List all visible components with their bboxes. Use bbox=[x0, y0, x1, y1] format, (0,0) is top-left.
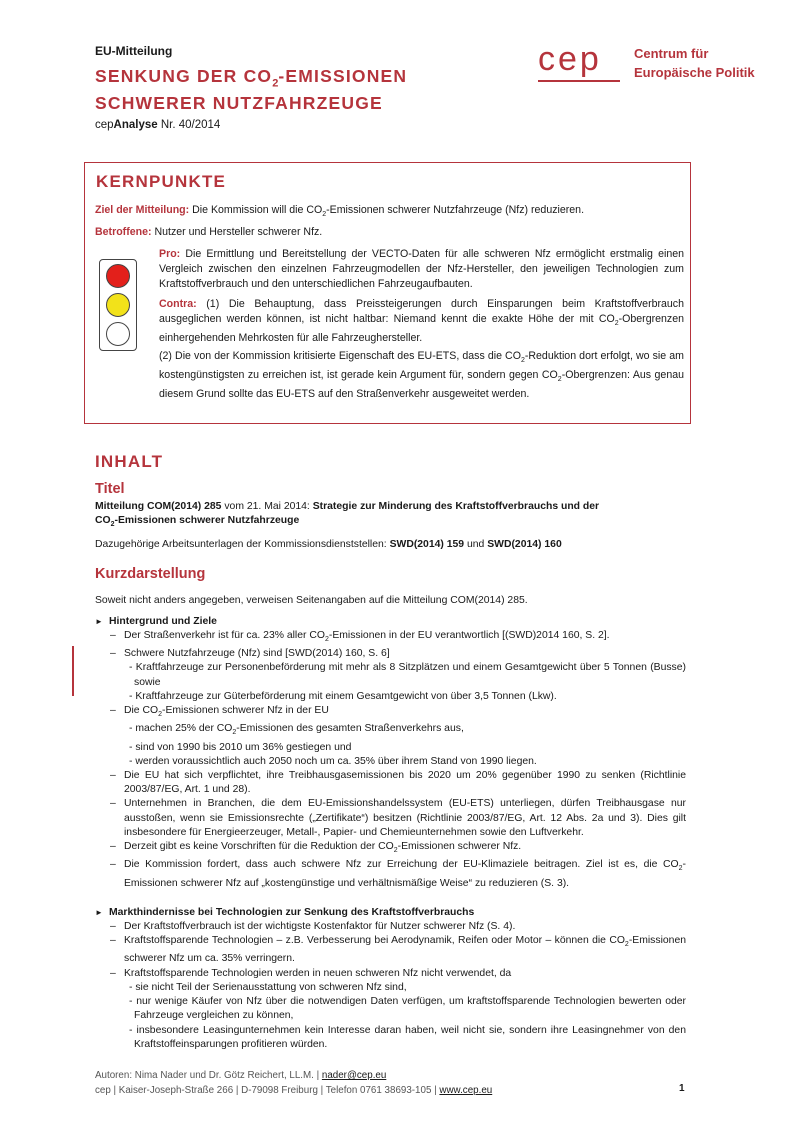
section-markthindernisse-heading: ► Markthindernisse bei Technologien zur Senkung des Kraftstoffverbrauchs bbox=[95, 906, 695, 920]
analyse-number: cepAnalyse Nr. 40/2014 bbox=[95, 119, 221, 131]
list-subitem: - nur wenige Käufer von Nfz über die notwendigen Daten verfügen, um kraftstoffsparende Technologien bewerten oder Fahrzeuge vergleichen zu können, bbox=[129, 996, 686, 1022]
logo-underline bbox=[538, 80, 620, 82]
inhalt-title: INHALT bbox=[95, 452, 164, 471]
list-item: – Der Kraftstoffverbrauch ist der wichtigste Kostenfaktor für Nutzer schwerer Nfz (S. 4). bbox=[110, 921, 516, 932]
traffic-light-icon bbox=[99, 259, 137, 351]
page-title-line1: SENKUNG DER $CO_2$-EMISSIONEN bbox=[95, 66, 408, 90]
list-subitem: - insbesondere Leasingunternehmen kein Interesse daran haben, weil nicht sie, sondern ihre Leasingnehmer von den Kraftstoffeinsparungen profitieren würden. bbox=[129, 1024, 686, 1050]
list-subitem: - werden voraussichtlich auch 2050 noch um ca. 35% über ihrem Stand von 1990 liegen. bbox=[129, 755, 537, 767]
titel-heading: Titel bbox=[95, 481, 125, 497]
kurzdarstellung-heading: Kurzdarstellung bbox=[95, 566, 206, 582]
kernpunkte-title: KERNPUNKTE bbox=[96, 172, 227, 191]
list-item: – Unternehmen in Branchen, die dem EU-Emissionshandelssystem (EU-ETS) unterliegen, dürfen Treibhausgase nur ausstoßen, wenn sie Emissionsrechte („Zertifikate“) besitzen (Richtlinie 2003/87/EG, Art. 12 Abs. 2a und 3). Dies gilt insbesondere für Energieerzeuger, Metall-, Papier- und Chemieunternehmen sowie den Luftverkehr. bbox=[110, 798, 686, 838]
ziel-line: Ziel der Mitteilung: Die Kommission will die $CO_2$-Emissionen schwerer Nutzfahrzeuge (Nfz) reduzieren. bbox=[95, 204, 585, 219]
list-subitem: - sind von 1990 bis 2010 um 36% gestiegen und bbox=[129, 741, 352, 753]
page-title-line2: SCHWERER NUTZFAHRZEUGE bbox=[95, 93, 383, 113]
list-item: – Kraftstoffsparende Technologien – z.B. Verbesserung bei Aerodynamik, Reifen oder Motor – können die $CO_2$-Emissionen schwerer Nfz um ca. 35% verringern. bbox=[110, 935, 686, 965]
list-item: – Die EU hat sich verpflichtet, ihre Treibhausgasemissionen bis 2020 um 20% gegenüber 1990 zu senken (Richtlinie 2003/87/EG, Art. 1 und 28). bbox=[110, 770, 686, 796]
section-hintergrund-heading: ► Hintergrund und Ziele bbox=[95, 615, 695, 629]
list-subitem: - sie nicht Teil der Serienausstattung von schweren Nfz sind, bbox=[129, 981, 407, 993]
doc-type: EU-Mitteilung bbox=[95, 44, 173, 58]
page-number: 1 bbox=[679, 1083, 685, 1094]
list-item: – Die $CO_2$-Emissionen schwerer Nfz in der EU bbox=[110, 705, 329, 719]
kurz-intro: Soweit nicht anders angegeben, verweisen Seitenangaben auf die Mitteilung COM(2014) 285. bbox=[95, 595, 528, 606]
list-item: – Kraftstoffsparende Technologien werden in neuen schweren Nfz nicht verwendet, da bbox=[110, 967, 512, 979]
footer-authors: Autoren: Nima Nader und Dr. Götz Reichert, LL.M. | nader@cep.eu bbox=[95, 1070, 387, 1081]
list-item: – Schwere Nutzfahrzeuge (Nfz) sind [SWD(2014) 160, S. 6] bbox=[110, 648, 390, 660]
org-name: Centrum für Europäische Politik bbox=[634, 46, 755, 80]
red-lamp-icon bbox=[106, 264, 130, 288]
yellow-lamp-icon bbox=[106, 293, 130, 317]
email-link[interactable]: nader@cep.eu bbox=[321, 1070, 387, 1081]
list-subitem: - Kraftfahrzeuge zur Personenbeförderung mit mehr als 8 Sitzplätzen und einem Gesamtgewicht über 5 Tonnen (Busse) sowie bbox=[129, 662, 686, 688]
white-lamp-icon bbox=[106, 322, 130, 346]
section-markthindernisse-list bbox=[110, 920, 686, 1052]
contra2-paragraph: (2) Die von der Kommission kritisierte Eigenschaft des EU-ETS, dass die $CO_2$-Reduktion dort erfolgt, wo sie am kostengünstigsten zu erreichen ist, ist gerade kein Argument für, sondern gegen $CO_2$-Obergrenzen: Aus genau diesem Grund sollte das EU-ETS auf den Straßenverkehr ausgeweitet werden. bbox=[159, 350, 684, 401]
cep-logo: cep bbox=[538, 40, 602, 78]
mitteilung-title: Mitteilung COM(2014) 285 vom 21. Mai 2014: Strategie zur Minderung des Kraftstoffverbrauchs und der $CO_2$-Emissionen schwerer Nutzfahrzeuge bbox=[95, 501, 600, 529]
contra-paragraph: Contra: (1) Die Behauptung, dass Preissteigerungen durch Einsparungen beim Kraftstoffverbrauch ausgeglichen werden können, ist nicht haltbar: Niemand kennt die exakte Höhe der mit $CO_2$-Obergrenzen einhergehenden Mehrkosten für alle Fahrzeughersteller. bbox=[159, 298, 684, 345]
footer-address: cep | Kaiser-Joseph-Straße 266 | D-79098 Freiburg | Telefon 0761 38693-105 | www.cep.eu bbox=[95, 1085, 493, 1096]
betroffene-line: Betroffene: Nutzer und Hersteller schwerer Nfz. bbox=[95, 226, 323, 238]
pro-paragraph: Pro: Die Ermittlung und Bereitstellung der VECTO-Daten für alle schweren Nfz ermöglicht erstmalig einen Vergleich zwischen den einzelnen Fahrzeugmodellen der Nfz-Hersteller, den jeweiligen Technologien zum Kraftstoffverbrauch und den unterschiedlichen Fahrzeugaufbauten. bbox=[159, 248, 684, 290]
list-subitem: - Kraftfahrzeuge zur Güterbeförderung mit einem Gesamtgewicht von über 3,5 Tonnen (Lkw). bbox=[129, 690, 557, 702]
arrow-icon: ► bbox=[95, 617, 103, 626]
margin-marker bbox=[72, 646, 74, 696]
list-item: – Der Straßenverkehr ist für ca. 23% aller $CO_2$-Emissionen in der EU verantwortlich [(SWD)2014 160, S. 2]. bbox=[110, 630, 610, 644]
list-subitem: - machen 25% der $CO_2$-Emissionen des gesamten Straßenverkehrs aus, bbox=[129, 723, 464, 737]
arrow-icon: ► bbox=[95, 908, 103, 917]
list-item: – Die Kommission fordert, dass auch schwere Nfz zur Erreichung der EU-Klimaziele beitragen. Ziel ist es, die $CO_2$-Emissionen schwerer Nfz auf „kostengünstige und verhältnismäßige Weise“ zu reduzieren (S. 3). bbox=[110, 859, 686, 889]
arbeitsunterlagen-line: Dazugehörige Arbeitsunterlagen der Kommissionsdienststellen: SWD(2014) 159 und SWD(2014) 160 bbox=[95, 539, 562, 550]
section-hintergrund-list bbox=[110, 629, 686, 891]
list-item: – Derzeit gibt es keine Vorschriften für die Reduktion der $CO_2$-Emissionen schwerer Nfz. bbox=[110, 841, 522, 855]
website-link[interactable]: www.cep.eu bbox=[439, 1085, 493, 1096]
